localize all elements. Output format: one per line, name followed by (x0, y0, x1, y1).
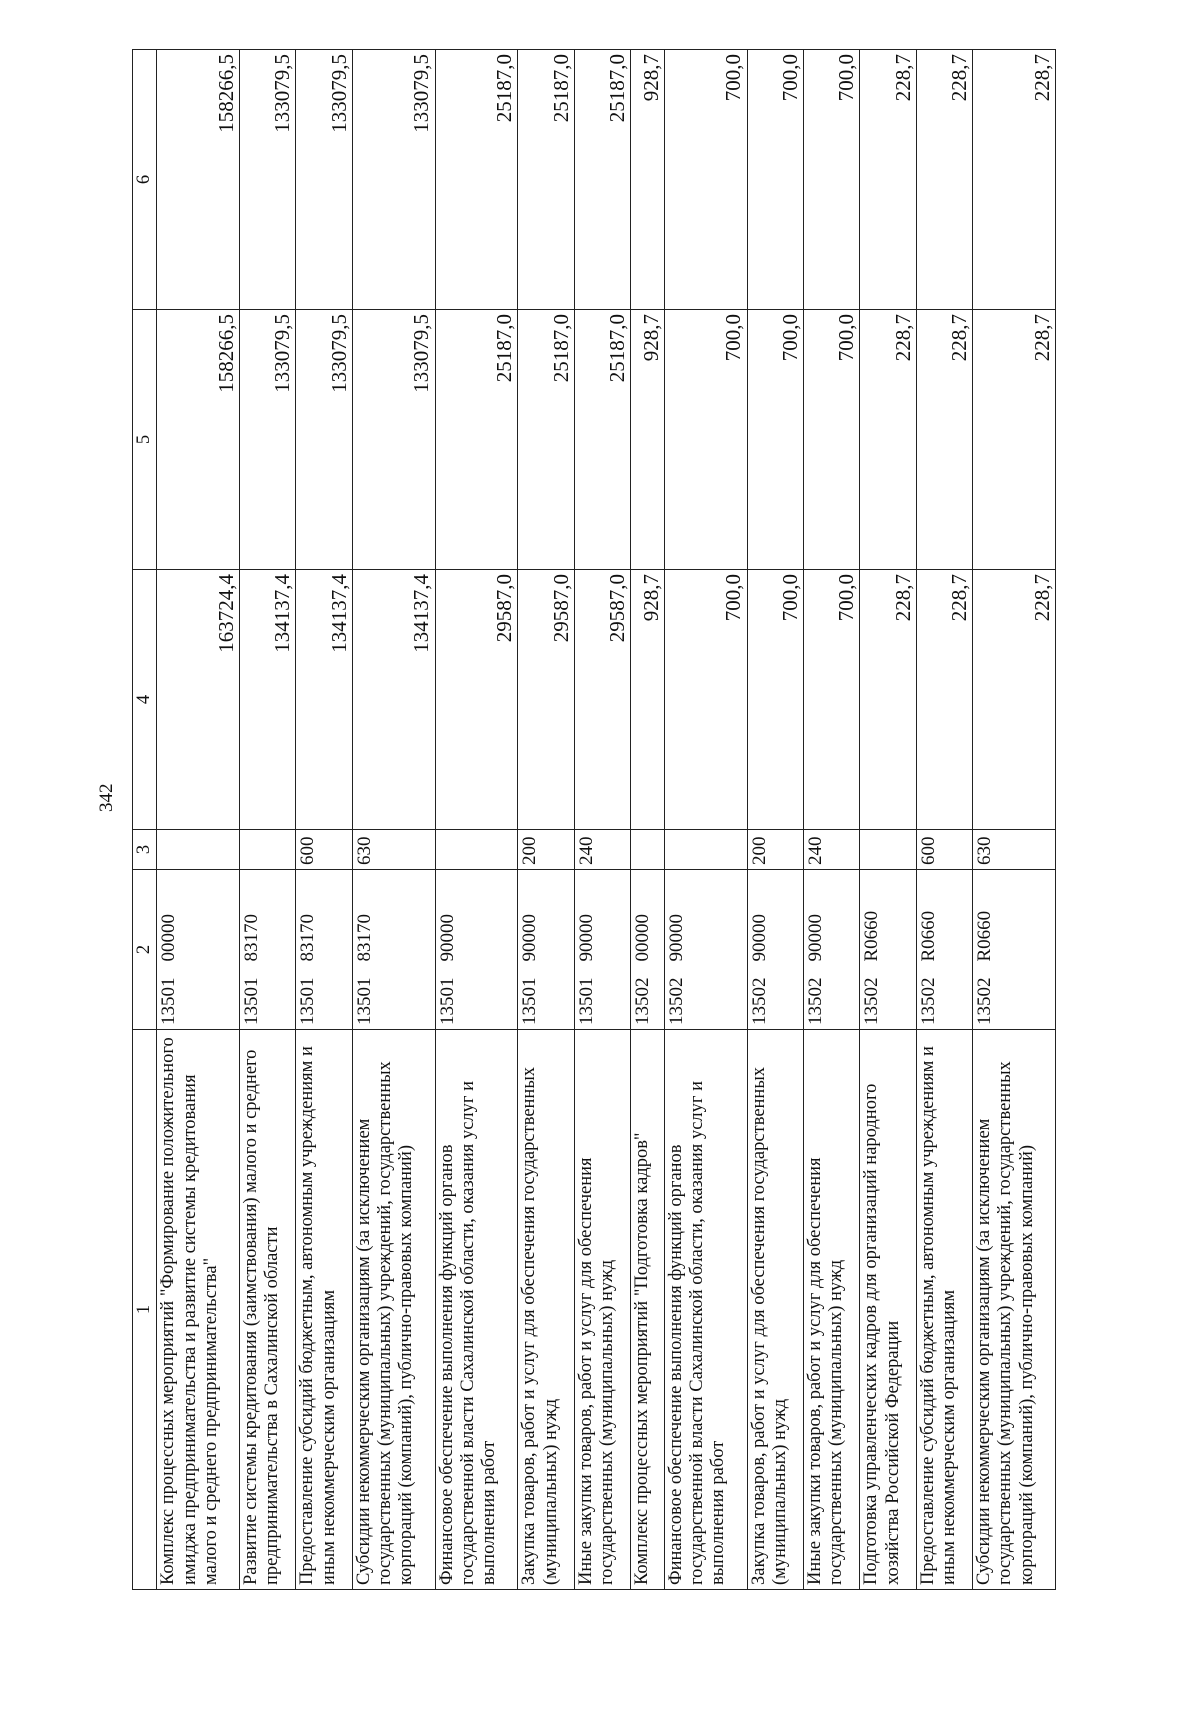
row-value-col5: 928,7 (631, 310, 665, 570)
row-target-code (574, 870, 630, 1030)
row-value-col6: 25187,0 (518, 50, 574, 310)
direction-code: R0660 (917, 910, 939, 962)
row-expense-type (435, 830, 518, 870)
table-row (747, 50, 803, 1590)
row-value-col5: 700,0 (803, 310, 859, 570)
row-target-code (518, 870, 574, 1030)
table-row (916, 50, 972, 1590)
row-value-col5: 133079,5 (296, 310, 352, 570)
row-target-code (631, 870, 665, 1030)
row-value-col6: 133079,5 (240, 50, 296, 310)
row-value-col5: 228,7 (973, 310, 1056, 570)
direction-code: 83170 (241, 914, 263, 962)
page-number: 342 (96, 783, 117, 812)
program-code: 13501 (158, 977, 180, 1025)
row-value-col5: 25187,0 (435, 310, 518, 570)
program-code: 13502 (632, 977, 654, 1025)
row-description: Закупка товаров, работ и услуг для обеспечения государственных (муниципальных) нужд (747, 1030, 803, 1590)
table-row (518, 50, 574, 1590)
row-target-code (352, 870, 435, 1030)
row-description: Иные закупки товаров, работ и услуг для обеспечения государственных (муниципальных) нужд (803, 1030, 859, 1590)
table-row (973, 50, 1056, 1590)
program-code: 13501 (436, 977, 458, 1025)
row-expense-type: 630 (973, 830, 1056, 870)
direction-code: 90000 (804, 914, 826, 962)
row-value-col5: 158266,5 (157, 310, 240, 570)
table-row (157, 50, 240, 1590)
header-cell: 4 (133, 570, 157, 830)
row-value-col4: 700,0 (803, 570, 859, 830)
row-value-col5: 700,0 (747, 310, 803, 570)
row-description: Закупка товаров, работ и услуг для обеспечения государственных (муниципальных) нужд (518, 1030, 574, 1590)
program-code: 13502 (748, 977, 770, 1025)
direction-code: R0660 (974, 910, 996, 962)
row-value-col4: 29587,0 (574, 570, 630, 830)
program-code: 13502 (804, 977, 826, 1025)
row-value-col4: 134137,4 (240, 570, 296, 830)
direction-code: 83170 (353, 914, 375, 962)
row-expense-type: 240 (574, 830, 630, 870)
row-value-col4: 163724,4 (157, 570, 240, 830)
program-code: 13501 (297, 977, 319, 1025)
program-code: 13501 (575, 977, 597, 1025)
row-expense-type: 240 (803, 830, 859, 870)
row-description: Комплекс процессных мероприятий "Формирование положительного имиджа предпринимательства и развитие системы кредитования малого и среднего предпринимательства" (157, 1030, 240, 1590)
budget-table (132, 49, 1056, 1590)
row-value-col4: 700,0 (664, 570, 747, 830)
row-description: Предоставление субсидий бюджетным, автономным учреждениям и иным некоммерческим организациям (916, 1030, 972, 1590)
rotated-page (132, 50, 1056, 1590)
row-value-col6: 25187,0 (574, 50, 630, 310)
table-row (240, 50, 296, 1590)
row-target-code (157, 870, 240, 1030)
row-target-code (973, 870, 1056, 1030)
row-expense-type (860, 830, 916, 870)
row-expense-type: 200 (747, 830, 803, 870)
row-description: Иные закупки товаров, работ и услуг для обеспечения государственных (муниципальных) нужд (574, 1030, 630, 1590)
table-row (631, 50, 665, 1590)
header-cell: 6 (133, 50, 157, 310)
row-value-col5: 25187,0 (518, 310, 574, 570)
row-target-code (240, 870, 296, 1030)
direction-code: 90000 (436, 914, 458, 962)
row-expense-type: 600 (916, 830, 972, 870)
row-value-col5: 700,0 (664, 310, 747, 570)
row-value-col5: 25187,0 (574, 310, 630, 570)
direction-code: R0660 (861, 910, 883, 962)
row-value-col5: 228,7 (860, 310, 916, 570)
direction-code: 83170 (297, 914, 319, 962)
row-expense-type (664, 830, 747, 870)
row-description: Развитие системы кредитования (заимствования) малого и среднего предпринимательства в Сахалинской области (240, 1030, 296, 1590)
program-code: 13501 (519, 977, 541, 1025)
row-value-col4: 228,7 (973, 570, 1056, 830)
direction-code: 90000 (575, 914, 597, 962)
row-value-col5: 228,7 (916, 310, 972, 570)
row-description: Комплекс процессных мероприятий "Подготовка кадров" (631, 1030, 665, 1590)
row-description: Субсидии некоммерческим организациям (за исключением государственных (муниципальных) учреждений, государственных корпораций (компаний), публично-правовых компаний) (973, 1030, 1056, 1590)
row-target-code (747, 870, 803, 1030)
row-value-col4: 134137,4 (352, 570, 435, 830)
row-value-col6: 133079,5 (352, 50, 435, 310)
table-row (352, 50, 435, 1590)
row-value-col4: 928,7 (631, 570, 665, 830)
row-target-code (664, 870, 747, 1030)
row-value-col5: 133079,5 (352, 310, 435, 570)
row-expense-type: 600 (296, 830, 352, 870)
program-code: 13502 (665, 977, 687, 1025)
row-description: Финансовое обеспечение выполнения функций органов государственной власти Сахалинской области, оказания услуг и выполнения работ (435, 1030, 518, 1590)
row-value-col6: 700,0 (803, 50, 859, 310)
table-row (803, 50, 859, 1590)
direction-code: 90000 (748, 914, 770, 962)
direction-code: 90000 (519, 914, 541, 962)
row-target-code (803, 870, 859, 1030)
row-target-code (860, 870, 916, 1030)
row-value-col4: 228,7 (916, 570, 972, 830)
row-value-col4: 29587,0 (435, 570, 518, 830)
row-value-col6: 228,7 (860, 50, 916, 310)
direction-code: 90000 (665, 914, 687, 962)
direction-code: 00000 (158, 914, 180, 962)
row-value-col4: 29587,0 (518, 570, 574, 830)
header-row (133, 50, 157, 1590)
table-row (574, 50, 630, 1590)
row-value-col4: 134137,4 (296, 570, 352, 830)
table-row (296, 50, 352, 1590)
row-expense-type (631, 830, 665, 870)
program-code: 13502 (861, 977, 883, 1025)
header-cell: 1 (133, 1030, 157, 1590)
row-description: Субсидии некоммерческим организациям (за исключением государственных (муниципальных) учреждений, государственных корпораций (компаний), публично-правовых компаний) (352, 1030, 435, 1590)
row-expense-type (157, 830, 240, 870)
row-expense-type: 630 (352, 830, 435, 870)
row-value-col4: 700,0 (747, 570, 803, 830)
program-code: 13501 (241, 977, 263, 1025)
row-value-col5: 133079,5 (240, 310, 296, 570)
row-value-col6: 700,0 (747, 50, 803, 310)
row-target-code (435, 870, 518, 1030)
table-row (664, 50, 747, 1590)
header-cell: 5 (133, 310, 157, 570)
row-value-col6: 133079,5 (296, 50, 352, 310)
header-cell: 3 (133, 830, 157, 870)
table-row (860, 50, 916, 1590)
row-value-col6: 700,0 (664, 50, 747, 310)
direction-code: 00000 (632, 914, 654, 962)
row-target-code (296, 870, 352, 1030)
row-value-col4: 228,7 (860, 570, 916, 830)
row-value-col6: 228,7 (973, 50, 1056, 310)
row-description: Подготовка управленческих кадров для организаций народного хозяйства Российской Федерации (860, 1030, 916, 1590)
row-target-code (916, 870, 972, 1030)
header-cell: 2 (133, 870, 157, 1030)
row-value-col6: 25187,0 (435, 50, 518, 310)
program-code: 13501 (353, 977, 375, 1025)
program-code: 13502 (974, 977, 996, 1025)
row-value-col6: 158266,5 (157, 50, 240, 310)
row-description: Финансовое обеспечение выполнения функций органов государственной власти Сахалинской области, оказания услуг и выполнения работ (664, 1030, 747, 1590)
row-description: Предоставление субсидий бюджетным, автономным учреждениям и иным некоммерческим организациям (296, 1030, 352, 1590)
program-code: 13502 (917, 977, 939, 1025)
table-row (435, 50, 518, 1590)
row-value-col6: 228,7 (916, 50, 972, 310)
row-value-col6: 928,7 (631, 50, 665, 310)
row-expense-type (240, 830, 296, 870)
row-expense-type: 200 (518, 830, 574, 870)
